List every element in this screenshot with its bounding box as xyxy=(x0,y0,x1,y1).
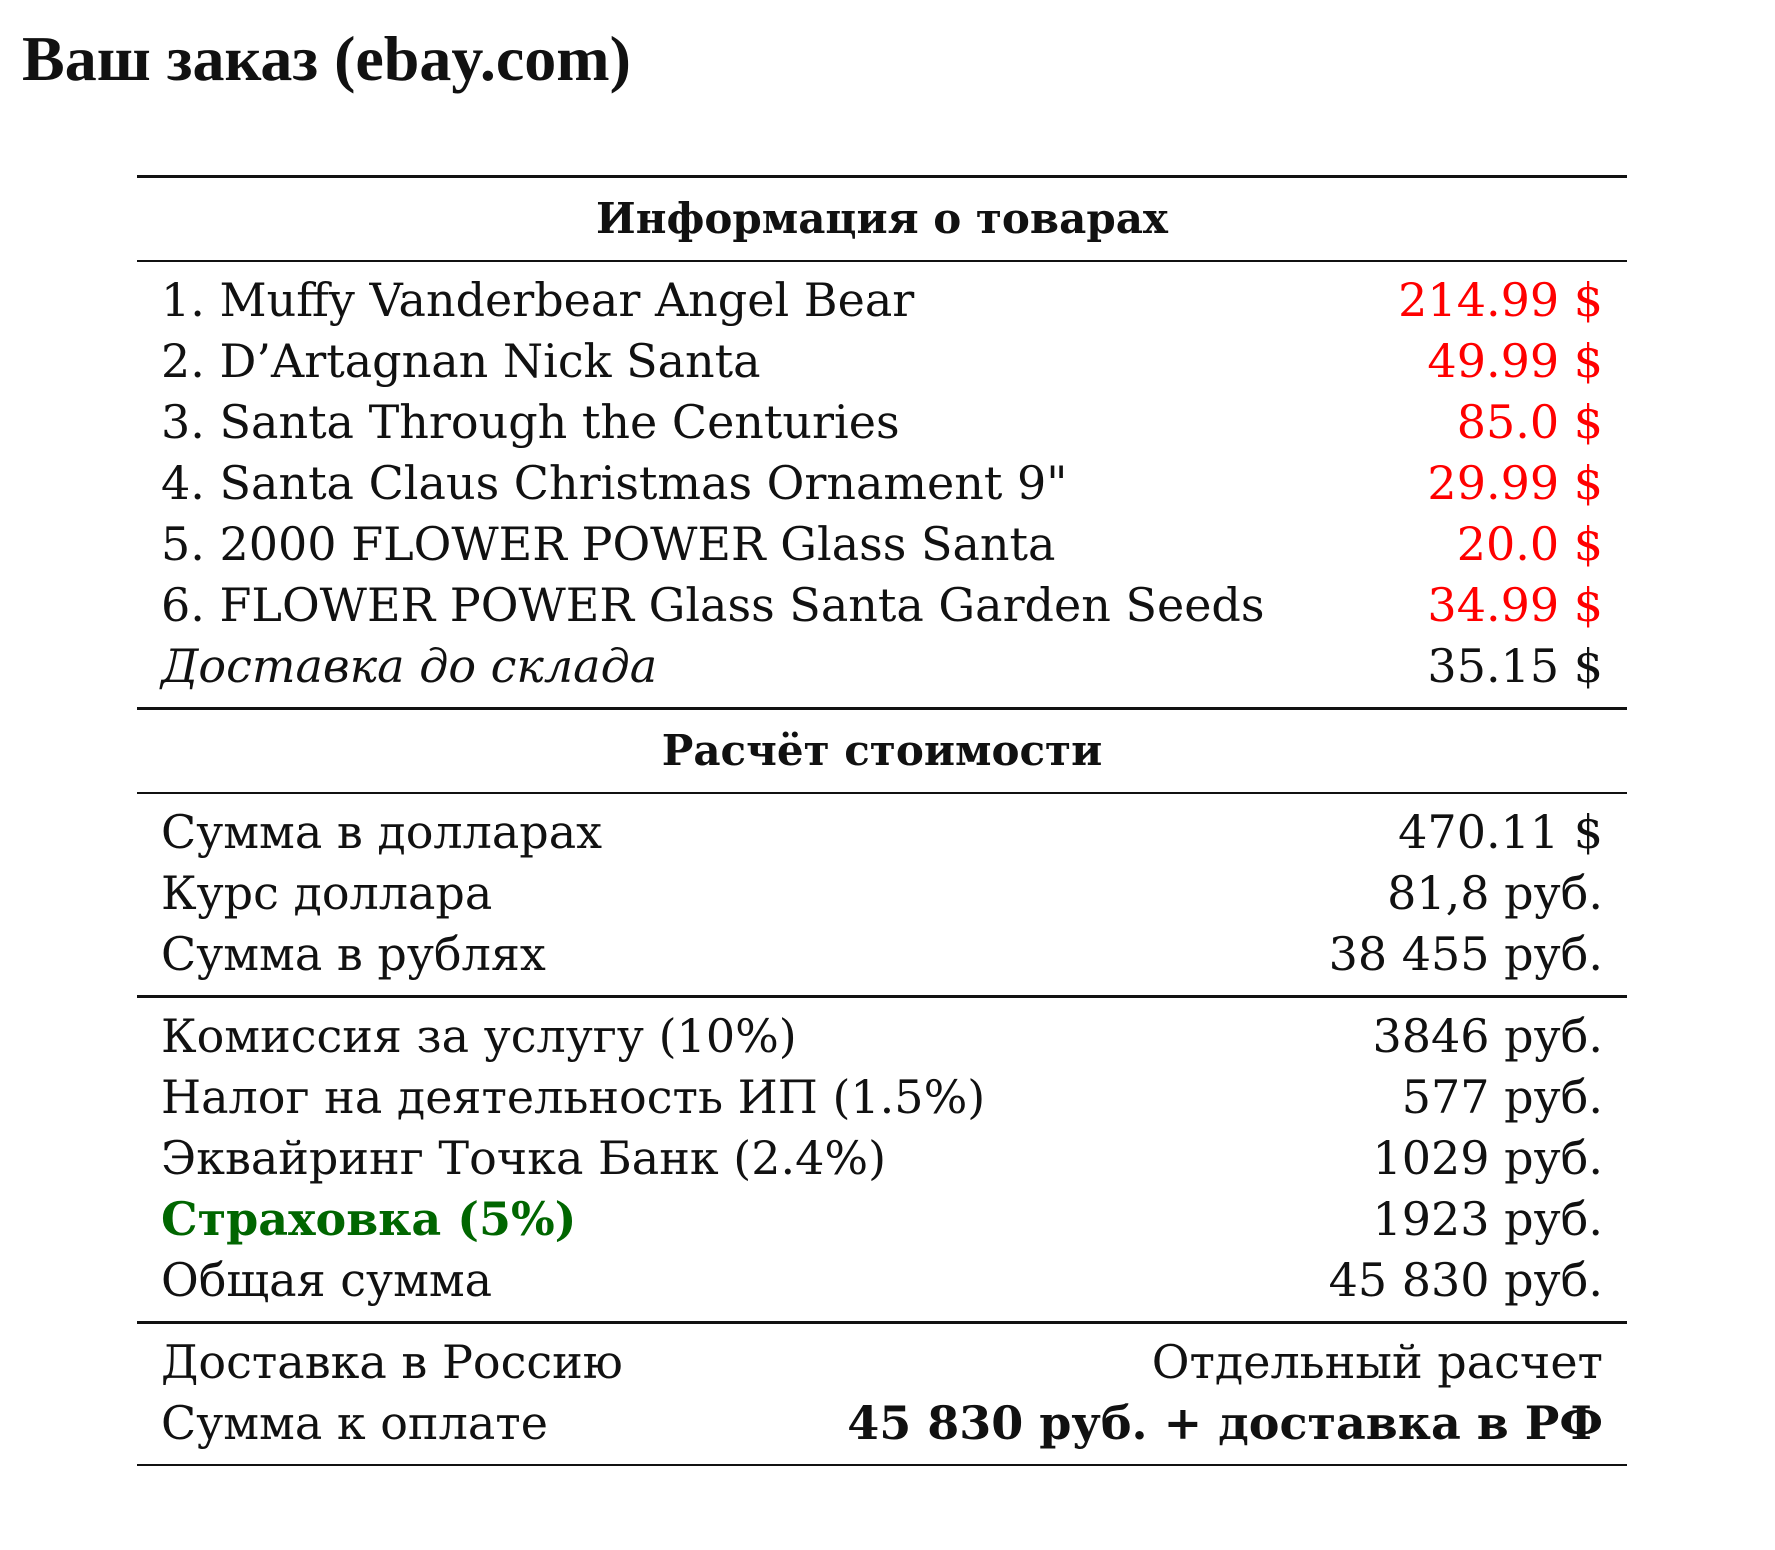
sum-usd-row xyxy=(161,802,1603,863)
exchange-rate-value: 81,8 руб. xyxy=(1387,866,1603,920)
acquiring-row xyxy=(161,1128,1603,1189)
service-fee-value: 3846 руб. xyxy=(1372,1009,1603,1063)
final-list xyxy=(137,1324,1627,1464)
goods-item-price: 29.99 $ xyxy=(1427,456,1603,510)
amount-due-row xyxy=(161,1393,1603,1454)
sum-usd-value: 470.11 $ xyxy=(1398,805,1603,859)
insurance-label: Страховка (5%) xyxy=(161,1192,577,1246)
exchange-rate-row xyxy=(161,863,1603,924)
russia-delivery-row xyxy=(161,1332,1603,1393)
total-label: Общая сумма xyxy=(161,1253,493,1307)
goods-item-row xyxy=(161,392,1603,453)
tax-row xyxy=(161,1067,1603,1128)
goods-item-price: 85.0 $ xyxy=(1456,395,1603,449)
goods-item-row xyxy=(161,270,1603,331)
sum-rub-row xyxy=(161,924,1603,985)
goods-item-price: 214.99 $ xyxy=(1398,273,1603,327)
goods-list xyxy=(137,262,1627,707)
goods-item-price: 49.99 $ xyxy=(1427,334,1603,388)
total-row xyxy=(161,1250,1603,1311)
goods-item-name: 1. Muffy Vanderbear Angel Bear xyxy=(161,273,915,327)
insurance-value: 1923 руб. xyxy=(1372,1192,1603,1246)
amount-due-label: Сумма к оплате xyxy=(161,1396,548,1450)
goods-item-row xyxy=(161,453,1603,514)
tax-value: 577 руб. xyxy=(1401,1070,1603,1124)
sum-rub-label: Сумма в рублях xyxy=(161,927,546,981)
goods-item-row xyxy=(161,575,1603,636)
russia-delivery-value: Отдельный расчет xyxy=(1151,1335,1603,1389)
conversion-list xyxy=(137,794,1627,995)
sum-rub-value: 38 455 руб. xyxy=(1328,927,1603,981)
goods-item-name: 2. D’Artagnan Nick Santa xyxy=(161,334,761,388)
exchange-rate-label: Курс доллара xyxy=(161,866,493,920)
goods-section-heading: Информация о товарах xyxy=(596,194,1168,243)
goods-item-name: 5. 2000 FLOWER POWER Glass Santa xyxy=(161,517,1056,571)
bottom-rule xyxy=(137,1464,1627,1466)
warehouse-delivery-label: Доставка до склада xyxy=(161,639,658,693)
russia-delivery-label: Доставка в Россию xyxy=(161,1335,623,1389)
goods-item-name: 3. Santa Through the Centuries xyxy=(161,395,900,449)
amount-due-value: 45 830 руб. + доставка в РФ xyxy=(847,1396,1603,1450)
goods-item-name: 4. Santa Claus Christmas Ornament 9" xyxy=(161,456,1068,510)
goods-item-price: 34.99 $ xyxy=(1427,578,1603,632)
warehouse-delivery-row xyxy=(161,636,1603,697)
total-value: 45 830 руб. xyxy=(1328,1253,1603,1307)
acquiring-label: Эквайринг Точка Банк (2.4%) xyxy=(161,1131,887,1185)
goods-item-row xyxy=(161,331,1603,392)
acquiring-value: 1029 руб. xyxy=(1372,1131,1603,1185)
insurance-row xyxy=(161,1189,1603,1250)
warehouse-delivery-value: 35.15 $ xyxy=(1427,639,1603,693)
service-fee-row xyxy=(161,1006,1603,1067)
fees-list xyxy=(137,998,1627,1321)
order-table xyxy=(137,175,1627,1466)
goods-item-name: 6. FLOWER POWER Glass Santa Garden Seeds xyxy=(161,578,1265,632)
cost-section-heading: Расчёт стоимости xyxy=(661,726,1103,775)
service-fee-label: Комиссия за услугу (10%) xyxy=(161,1009,797,1063)
page-title: Ваш заказ (ebay.com) xyxy=(22,23,631,94)
goods-item-price: 20.0 $ xyxy=(1456,517,1603,571)
goods-item-row xyxy=(161,514,1603,575)
sum-usd-label: Сумма в долларах xyxy=(161,805,603,859)
tax-label: Налог на деятельность ИП (1.5%) xyxy=(161,1070,986,1124)
